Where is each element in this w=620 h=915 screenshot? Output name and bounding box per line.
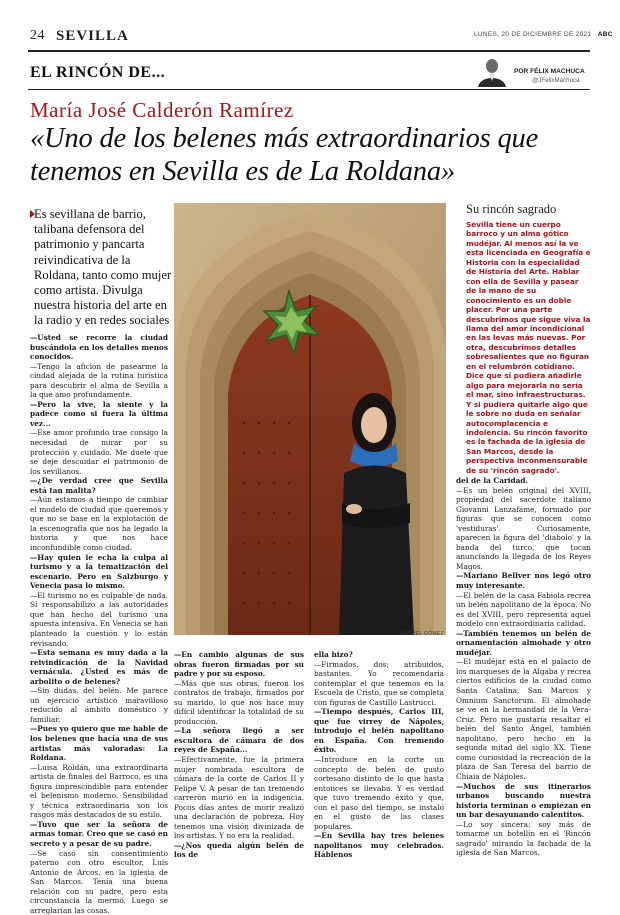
interview-question: —Tiempo después, Carlos III, que fue virrey de Nápoles, introdujo el belén napolitano en España. Con tremendo éxito. <box>314 707 444 755</box>
interview-question: —Tuvo que ser la señora de armas tomar. Creo que se casó en secreto y a pesar de su padre. <box>30 819 168 848</box>
body-column-1 <box>30 333 168 915</box>
interview-question: ella hizo? <box>314 650 353 659</box>
header-rule <box>28 50 590 52</box>
intro-text: Es sevillana de barrio, talibana defensora del patrimonio y pancarta reivindicativa de la Roldana, tanto como mujer como artista. Divulga nuestra historia del arte en la radio y en redes sociales <box>34 207 172 328</box>
interview-answer: —Tengo la afición de pasearme la ciudad alejada de la rutina turística para descubrir el alma de Sevilla a la que amo profundamente. <box>30 361 168 400</box>
interview-question: —¿De verdad cree que Sevilla está tan malita? <box>30 476 168 495</box>
interview-question: —En Sevilla hay tres belenes napolitanos muy celebrados. Háblenos <box>314 831 444 860</box>
sidebar-text: Sevilla tiene un cuerpo barroco y un alma gótico mudéjar. Al menos así la ve esta licenciada en Geografía e Historia con la especialidad de Historia del Arte. Hablar con ella de Sevilla y pasear de la mano de su conocimiento es un doble placer. Por una parte descubrimos que sigue viva la llama del amor incondicional en las levas más nuevas. Por otra, descubrimos detalles sobresalientes que no figuran en el relumbrón cotidiano. Dice que si pudiera añadirle algo para mejorarla no sería el mar, sino infraestructuras. Y si pudiera quitarle algo que le sobre no duda en señalar autocomplacencia e indolencia. Su rincón favorito es la fachada de la iglesia de San Marcos, desde la perspectiva inconmensurable de su 'rincón sagrado'. <box>466 220 591 475</box>
interview-question: —Hay quien le echa la culpa al turismo y a la tematización del escenario. Pero en Salzburgo y Venecia pasa lo mismo. <box>30 552 168 591</box>
dateline <box>474 31 613 38</box>
interview-answer: —Luisa Roldán, una extraordinaria artista de finales del Barroco, es una figura imprescindible para entender el belenismo moderno. Sensibilidad y técnica extraordinaria son los rasgos más destacados de su estilo. <box>30 762 168 820</box>
interview-question: —También tenemos un belén de ornamentación almohade y otro mudéjar. <box>456 628 591 657</box>
interview-question: —Pero la vive, la siente y la padece como si fuera la última vez... <box>30 399 168 428</box>
interviewee-name: María José Calderón Ramírez <box>30 98 294 122</box>
interview-answer: —Firmados, dos; atribuidos, bastantes. Yo recomendaría contemplar el que tenemos en la Escuela de Cristo, que se completa con figuras de Castillo Lastrucci. <box>314 659 444 707</box>
page-number: 24 <box>30 28 45 43</box>
interview-answer: —Aún estamos a tiempo de cambiar el modelo de ciudad que queremos y que no se base en la explotación de la escenografía que nos ha legado la historia y que nos hace inconfundible como ciudad. <box>30 495 168 553</box>
title-rule <box>28 89 590 90</box>
interview-question: —La señora llegó a ser escultora de cámara de dos reyes de España... <box>174 726 304 755</box>
body-column-3 <box>314 650 444 860</box>
author-handle: @JFelixMachuca <box>532 77 580 84</box>
brand: ABC <box>597 31 613 38</box>
sidebar-title: Su rincón sagrado <box>466 202 557 216</box>
interview-answer: —El mudéjar está en el palacio de los marqueses de la Algaba y recrea ciertos edificios de la ciudad como Santa Catalina, San Marcos y Omnium Sanctorum. El almohade se ve en la hermandad de la Vera-Cruz. Pero me gustaría resaltar el belén del Santo Ángel, también napolitano, pero hecho en la segunda mitad del siglo XX. Tiene como curiosidad la recreación de la plaza de San Teresa del barrio de Chiaia de Nápoles. <box>456 657 591 781</box>
interview-answer: —Se casó sin consentimiento paterno con otro escultor, Luis Antonio de Arcos, en la iglesia de San Marcos. Tenía una buena relación con su padre, pero esta circunstancia la mermó. Luego se arreglarían las cosas. <box>30 848 168 915</box>
section-title: SEVILLA <box>56 28 129 44</box>
column-title: EL RINCÓN DE... <box>30 64 166 81</box>
headline: «Uno de los belenes más extraordinarios que tenemos en Sevilla es de La Roldana» <box>30 123 539 187</box>
byline: POR FÉLIX MACHUCA <box>514 68 585 75</box>
interview-answer: —Ese amor profundo trae consigo la necesidad de mirar por su protección y cuidado. Me duele que se deje descuidar el patrimonio de los sevillanos. <box>30 428 168 476</box>
interview-answer: —Es un belén original del XVIII, propiedad del sacerdote italiano Giovanni Lanzafame, formado por figuras que se conocen como 'vestiduras'. Curiosamente, aparecen la figura del 'diabolo' y la banda del turco, que tocan anunciando la llegada de los Reyes Magos. <box>456 485 591 571</box>
interview-answer: —El belén de la casa Fabiola recrea un belén napolitano de la época. No es del XVIII, pero representa aquel modelo con extraordinaria calidad. <box>456 590 591 629</box>
body-column-2 <box>174 650 304 860</box>
date: LUNES, 20 DE DICIEMBRE DE 2021 <box>474 31 592 38</box>
interview-question: —Usted se recorre la ciudad buscándola en los detalles menos conocidos. <box>30 333 168 362</box>
portrait-photo <box>174 203 446 635</box>
interview-answer: —Más que sus obras, fueron los contratos de trabajo, firmados por su marido, lo que nos hace muy difícil identificar la totalidad de su producción. <box>174 678 304 726</box>
author-photo <box>470 57 510 87</box>
interview-answer: —Introduce en la corte un concepto de belén de gusto cortesano distinto de lo que hasta entonces se llevaba. Y es verdad que tuvo tremendo éxito y que, con el paso del tiempo, se instaló en el gusto de las clases populares. <box>314 755 444 831</box>
interview-question: del de la Caridad. <box>456 476 529 485</box>
interview-answer: —Efectivamente, fue la primera mujer nombrada escultora de cámara de la corte de Carlos II y Felipe V. A pesar de tan tremendo carrerón murió en la indigencia. Pocos días antes de morir realizó una declaración de pobreza. Hoy tenemos una visión divinizada de los artistas. Y no era la realidad. <box>174 755 304 841</box>
interview-question: —En cambio algunas de sus obras fueron firmadas por su padre y por su esposo. <box>174 650 304 679</box>
interview-question: —¿Nos queda algún belén de los de <box>174 840 304 860</box>
interview-question: —Pues yo quiero que me hable de los belenes que hacía una de sus artistas más valoradas: La Roldana. <box>30 724 168 763</box>
interview-answer: —El turismo no es culpable de nada. Sí responsabilizo a las autoridades que han hecho del turismo una apuesta intensiva. En Venecia se han planteado la cuestión y lo están revisando. <box>30 590 168 648</box>
interview-question: —Muchos de sus itinerarios urbanos buscando nuestra historia terminan o empiezan en un bar desayunando calentitos. <box>456 781 591 820</box>
interview-question: —Esta semana es muy dada a la reivindicación de la Navidad vernácula. ¿Usted es más de arbolito o de belenes? <box>30 648 168 686</box>
interview-answer: —Sin dudas, del belén. Me parece un ejercicio artístico maravilloso reducido al ámbito doméstico y familiar. <box>30 686 168 724</box>
interview-question: —Mariano Bellver nos legó otro muy interesante. <box>456 571 591 591</box>
interview-answer: —Lo soy sincera: soy más de tomarme un botellín en el 'Rincón sagrado' mirando la fachada de la iglesia de San Marcos. <box>456 819 591 858</box>
body-column-4 <box>456 476 591 858</box>
photo-credit: MANUEL GÓMEZ <box>400 631 444 637</box>
